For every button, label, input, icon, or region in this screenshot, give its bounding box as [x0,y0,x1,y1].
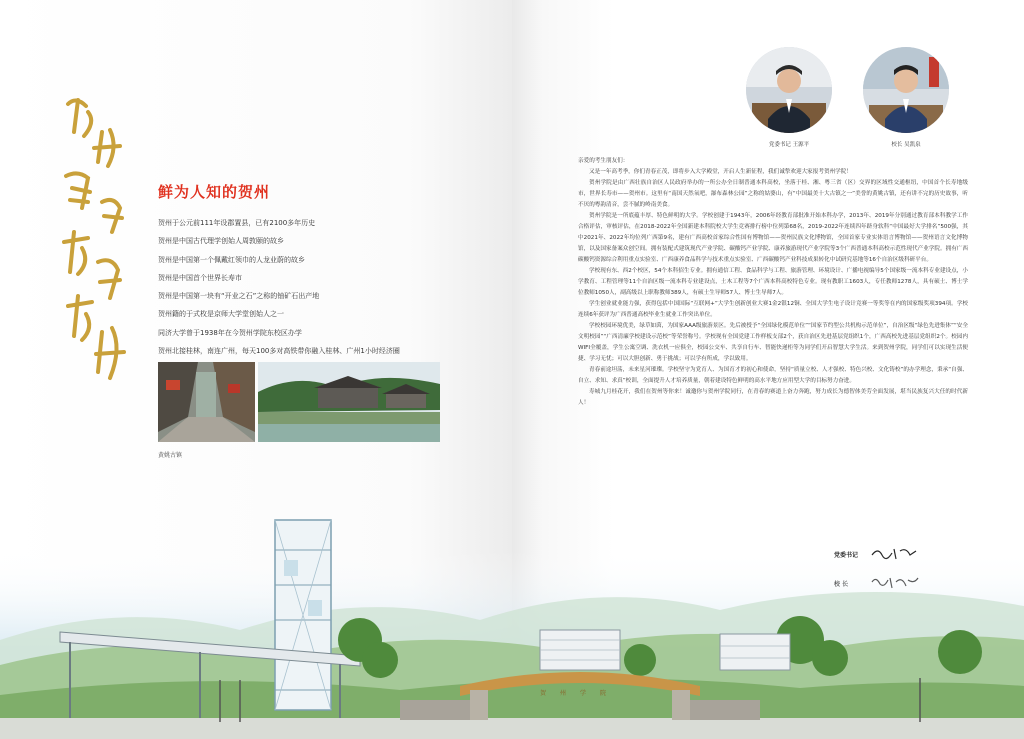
letter-paragraph: 贺州学院是一所底蕴丰厚、特色鲜明的大学。学校创建于1943年，2006年经教育部批准开始本科办学，2013年、2019年分别通过教育部本科教学工作合格评估，审核评估，在2018-2022年全国新建本科院校大学生竞赛排行榜中位列第68名，2019-2022年连续四年跻身软科“中国最好大学排名”500强，其中2021年、2022年均位列广西第9名，建有广西高校首家综合性国有博物馆——贺州民族文化博物馆，全国首家专业实体语言博物馆——贺州语言文化博物馆，以及国家备案众创空间。拥有装配式建筑现代产业学院、碳酸钙产业学院、康养旅游现代产业学院等3个广西普通本科高校示范性现代产业学院。拥有广西碳酸钙资源综合利用重点实验室、广西康养食品科学与技术重点实验室、广西碳酸钙产业科技成果转化中试研究基地等16个自治区级科研平台。 [578,213,968,263]
photo-caption: 黄姚古镇 [158,452,183,459]
list-item: 贺州是中国首个世界长寿市 [158,273,242,282]
letter-paragraph: 贺州学院是由广西壮族自治区人民政府举办的一所公办全日制普通本科高校，坐落于桂、湘、粤三省（区）交界的区域性交通枢纽，中国首个长寿地级市，世界长寿市——贺州市。这里有“南国天然氧吧，瀑布森林公园”之称的姑婆山，有“中国最美十大古镇之一”美誉的黄姚古镇，还有讲不完的历史故事，听不厌的粤韵清音，尝不腻的岭南美食。 [578,180,968,208]
list-item: 同济大学曾于1938年在今贺州学院东校区办学 [158,328,302,337]
list-item: 贺州是中国第一个佩戴红领巾的人龙业蔚的故乡 [158,255,305,264]
list-item: 贺州是中国第一块有“开业之石”之称的铀矿石出产地 [158,292,320,301]
list-item: 贺州北接桂林，南连广州，每天100多对高铁带你融入桂林、广州1小时经济圈 [158,347,400,356]
ancient-town-street-photo [158,362,255,442]
portrait-caption: 党委书记 王源平 [768,142,810,148]
party-secretary-portrait [746,47,832,133]
letter-paragraph: 学校现有东、西2个校区，54个本科招生专业。拥有通信工程、食品科学与工程、旅游管理、环境设计、广播电视编导5个国家级一流本科专业建设点，小学教育、工程管理等11个自治区级一流本科专业建设点，土木工程等7个广西本科高校特色专业。现有教职工1603人，专任教师1278人，具有硕士、博士学位教师1050人，副高级以上职称教师389人，有硕士生导师57人、博士生导师7人。 [578,268,968,296]
gate-plaque: 贺州学院 [540,690,621,697]
list-item: 贺州于公元前111年设郡置县，已有2100多年历史 [158,219,316,227]
letter-paragraph: 又是一年高考季，你们青春正茂，即将步入大学殿堂，开启人生新征程，我们诚挚欢迎大家报考贺州学院！ [589,169,852,175]
list-item: 贺州籍的于式枚是京师大学堂创始人之一 [158,310,284,319]
calligraphy-title [58,92,138,392]
ancient-town-river-photo [258,362,440,442]
facts-list [158,214,448,360]
letter-paragraph: 寿城九月桂花开，我们在贺州等你来！诚邀你与贺州学院同行，在青春的赛道上奋力奔跑，努力成长为德智体美劳全面发展，堪当民族复兴大任的时代新人！ [578,389,968,406]
welcome-letter [578,156,968,409]
list-item: 贺州是中国古代理学创始人周敦颐的故乡 [158,237,284,246]
letter-greeting: 亲爱的考生朋友们： [578,158,629,164]
letter-paragraph: 学生创业就业能力强，获得包括中国国际“互联网+”大学生创新创业大赛1金2银12铜、全国大学生电子设计竞赛一等奖等在内的国家级奖项394项。学校连续6年获评为广西普通高校毕业生就业工作突出单位。 [578,301,968,318]
campus-tower [275,520,331,710]
letter-paragraph: 学校校园环境优美，绿草如茵，为国家AAA级旅游景区。先后被授予“全国绿化模范单位”“国家节约型公共机构示范单位”，自治区级“绿色先进集体”“安全文明校园”“广西清廉学校建设示范校”等荣誉称号。学校现有全国党建工作样板支部2个，获自治区先进基层党组织1个，广西高校先进基层党组织2个。校园内WIFI全覆盖，学生公寓空调、洗衣机一应俱全，校园公交车、共享自行车、智能快递柜等为同学们开启智慧大学生活。来到贺州学院，同学们可以实现生活便捷、学习无忧；可以大胆创新、勇于挑战；可以学有所成，学以致用。 [578,323,968,362]
president-portrait [863,47,949,133]
campus-landscape-illustration [0,490,1024,739]
portrait-caption: 校长 吴凯泉 [891,142,921,148]
photo-strip [158,362,440,442]
section-title: 鲜为人知的贺州 [158,183,271,201]
letter-paragraph: 青春前途坦荡，未来星河璀璨。学校坚守为党育人、为国育才的初心和使命，坚持“质量立校、人才强校、特色兴校、文化铸校”的办学理念，秉承“自强、自立、求知、求真”校训，全面提升人才培养质量，朝着建设特色鲜明的高水平地方应用型大学的目标努力奋进。 [578,367,968,384]
